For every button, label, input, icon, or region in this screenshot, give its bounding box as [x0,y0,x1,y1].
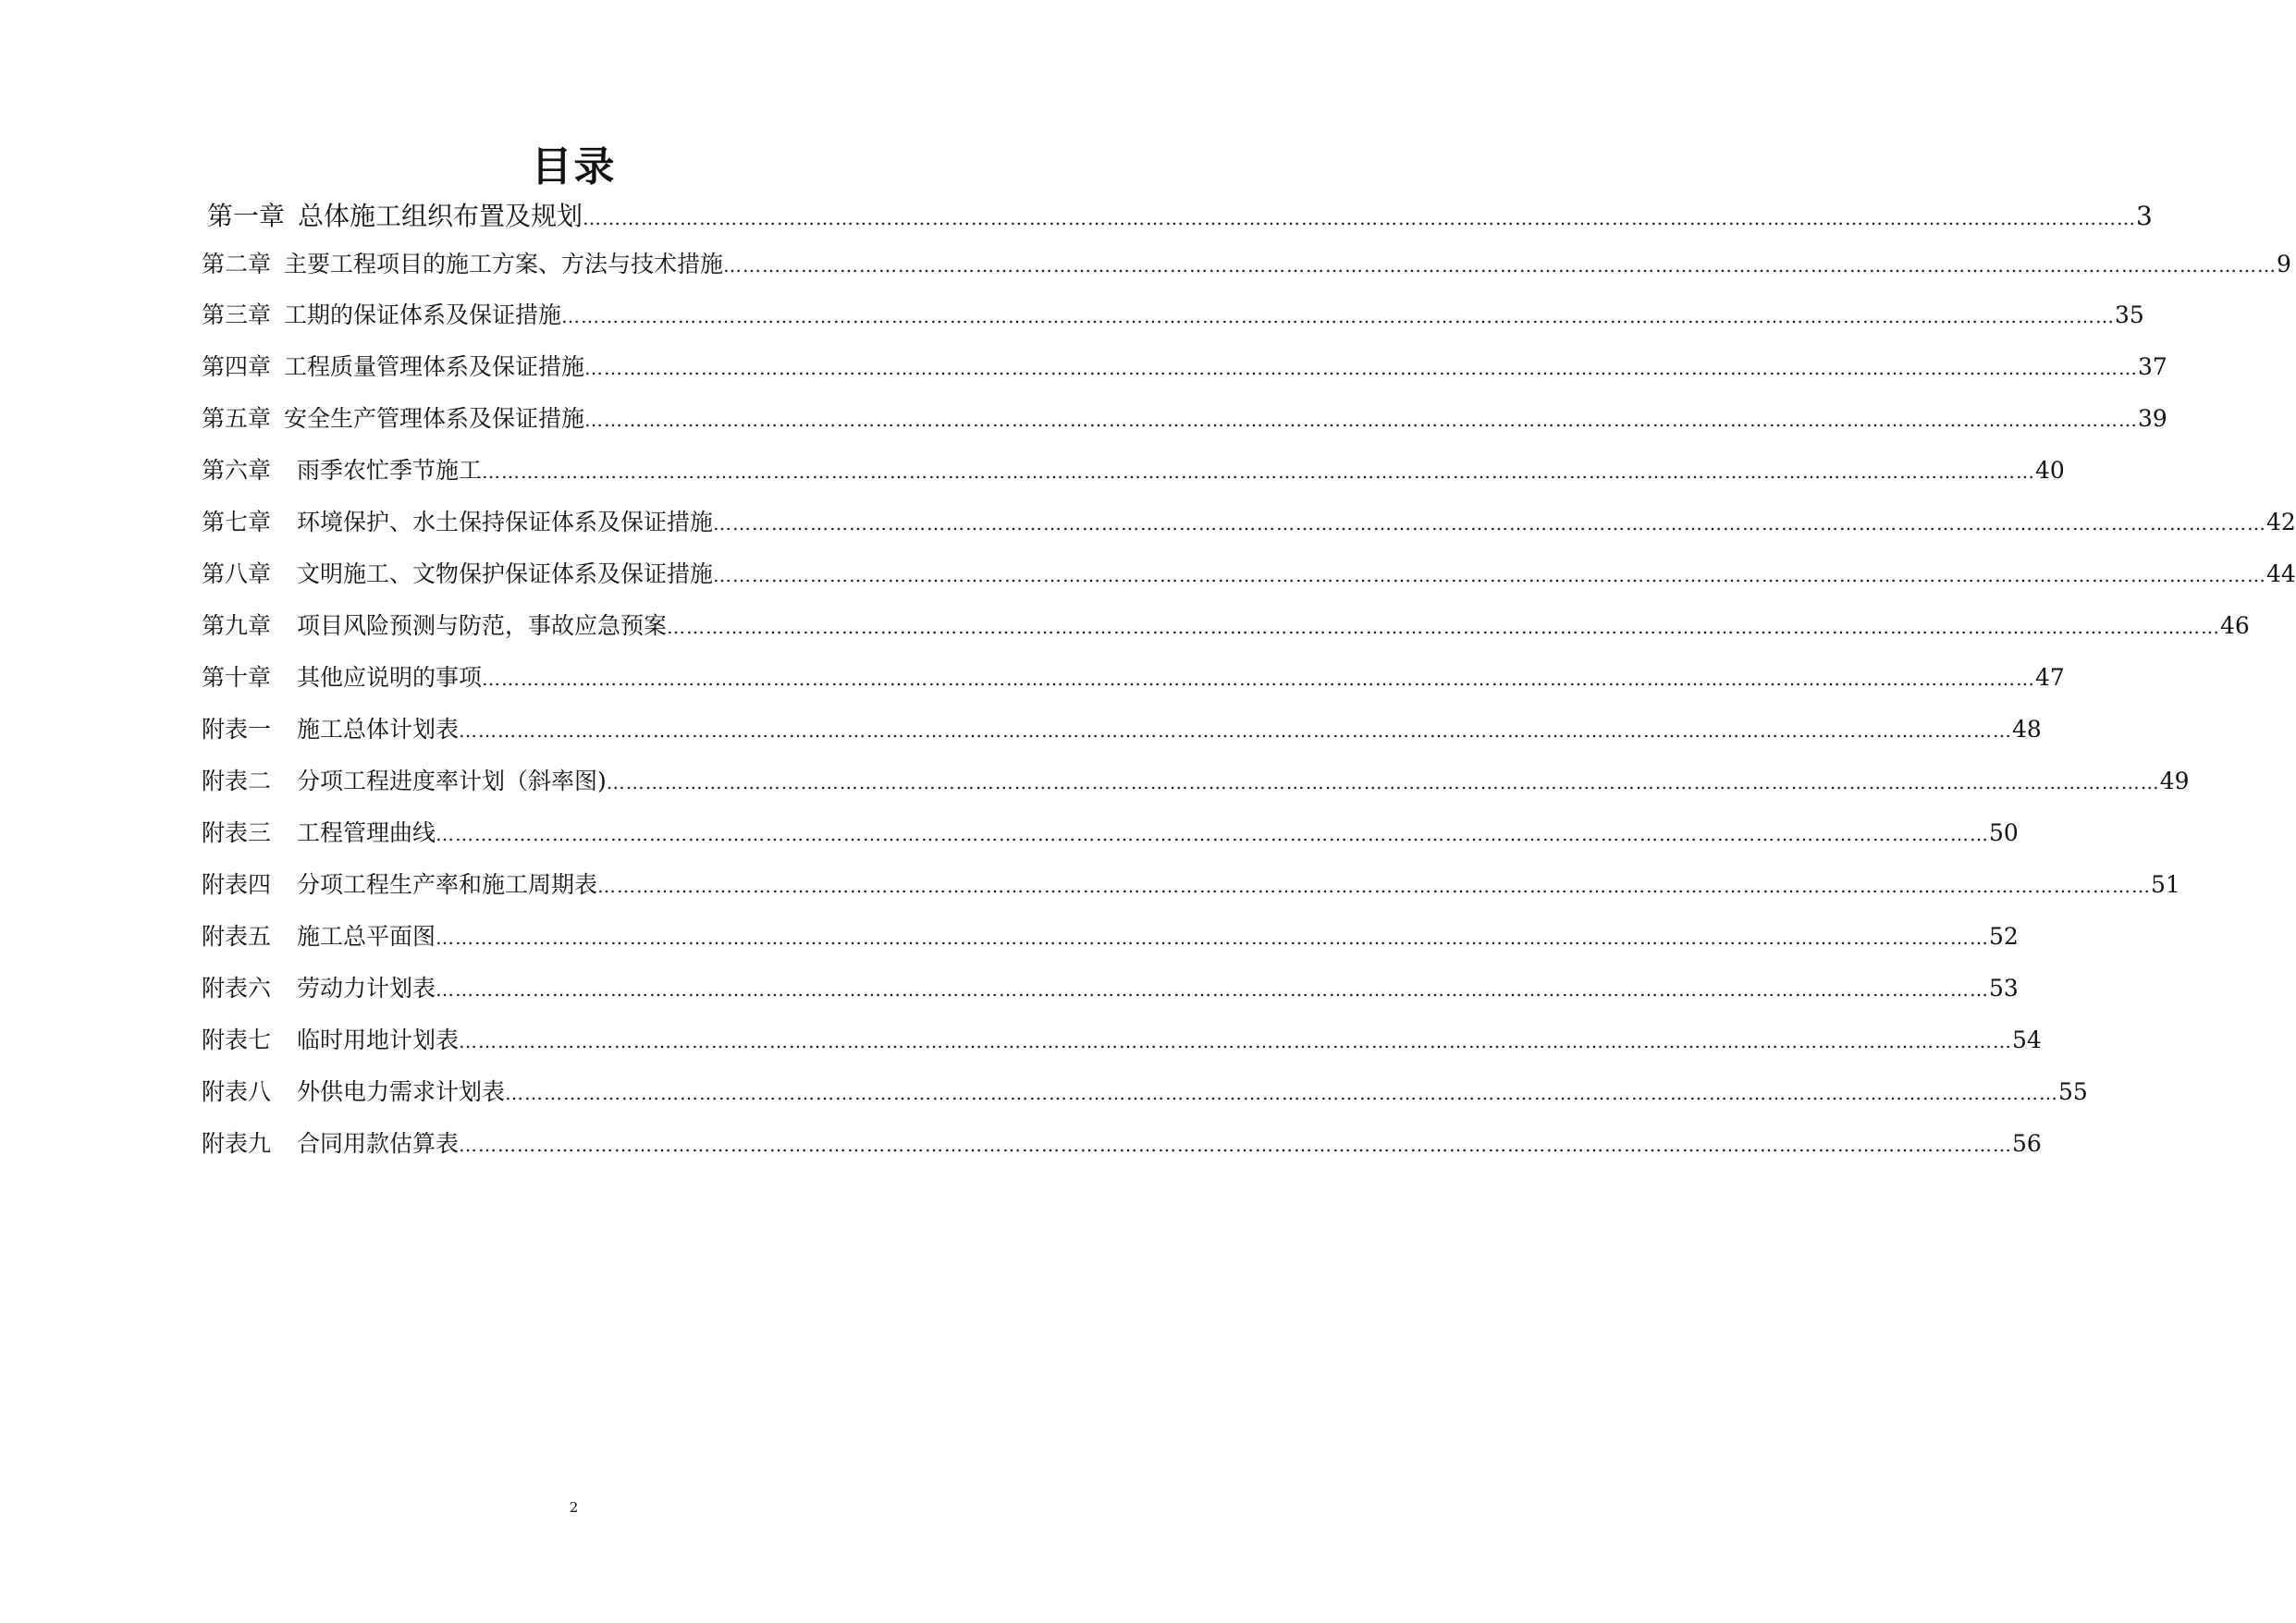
toc-entry[interactable] [202,1125,2042,1162]
page-title: 目录 [531,143,617,191]
toc-dot-leader: …………………………………………………………………………………………………………………………………………………………………………………………………………………… [482,461,2036,483]
toc-entry[interactable] [202,970,2019,1007]
toc-entry-page: 56 [2012,1130,2042,1157]
toc-entry-title: 施工总平面图 [297,923,436,950]
toc-dot-leader: …………………………………………………………………………………………………………………………………………………………………………………………………………………… [667,616,2221,638]
toc-dot-leader: …………………………………………………………………………………………………………………………………………………………………………………………………………………… [584,357,2139,379]
toc-entry-page: 55 [2058,1078,2088,1105]
toc-entry-label: 第五章 [202,405,272,432]
toc-dot-leader: …………………………………………………………………………………………………………………………………………………………………………………………………………………… [436,823,1990,845]
toc-entry-label: 第九章 [202,612,272,639]
toc-entry-page: 3 [2136,201,2153,231]
toc-dot-leader: …………………………………………………………………………………………………………………………………………………………………………………………………………………… [583,207,2137,229]
toc-dot-leader: …………………………………………………………………………………………………………………………………………………………………………………………………………………… [723,254,2278,277]
toc-dot-leader: …………………………………………………………………………………………………………………………………………………………………………………………………………………… [459,719,2013,742]
toc-entry-label: 附表五 [202,923,272,950]
toc-entry-label: 第二章 [202,251,272,277]
toc-entry-label: 第七章 [202,509,272,535]
toc-dot-leader: …………………………………………………………………………………………………………………………………………………………………………………………………………………… [561,305,2116,327]
toc-entry-page: 50 [1989,819,2019,846]
toc-entry[interactable] [202,763,2190,800]
toc-entry-title: 安全生产管理体系及保证措施 [284,405,585,432]
toc-entry[interactable] [202,452,2065,489]
toc-entry-label: 附表三 [202,819,272,846]
toc-entry[interactable] [207,198,2153,235]
toc-entry-title: 雨季农忙季节施工 [297,457,483,484]
toc-entry-title: 总体施工组织布置及规划 [298,201,583,231]
toc-dot-leader: …………………………………………………………………………………………………………………………………………………………………………………………………………………… [505,1082,2059,1104]
toc-entry[interactable] [202,556,2296,593]
toc-entry[interactable] [202,867,2180,904]
toc-entry-title: 主要工程项目的施工方案、方法与技术措施 [284,251,724,277]
toc-entry[interactable] [202,918,2019,955]
toc-entry-label: 附表二 [202,768,272,794]
toc-entry[interactable] [202,608,2250,645]
toc-entry-label: 附表八 [202,1078,272,1105]
toc-entry-page: 46 [2220,612,2250,639]
toc-entry-title: 环境保护、水土保持保证体系及保证措施 [297,509,714,535]
toc-entry-title: 合同用款估算表 [297,1130,460,1157]
toc-entry[interactable] [202,1074,2088,1111]
toc-entry-page: 51 [2151,871,2180,898]
toc-entry-title: 工期的保证体系及保证措施 [284,301,562,328]
toc-entry-title: 外供电力需求计划表 [297,1078,506,1105]
toc-entry-title: 工程管理曲线 [297,819,436,846]
toc-entry-label: 附表九 [202,1130,272,1157]
toc-entry-label: 第六章 [202,457,272,484]
toc-entry-page: 52 [1989,923,2019,950]
toc-entry-page: 53 [1989,975,2019,1002]
toc-entry-page: 48 [2012,716,2042,743]
toc-entry[interactable] [202,400,2167,437]
toc-entry-page: 40 [2035,457,2065,484]
toc-dot-leader: …………………………………………………………………………………………………………………………………………………………………………………………………………………… [584,409,2139,431]
toc-entry-page: 35 [2115,301,2144,328]
toc-dot-leader: …………………………………………………………………………………………………………………………………………………………………………………………………………………… [482,668,2036,690]
toc-entry[interactable] [202,815,2019,852]
toc-entry-title: 项目风险预测与防范，事故应急预案 [297,612,668,639]
toc-entry-title: 工程质量管理体系及保证措施 [284,353,585,380]
toc-entry-label: 第八章 [202,560,272,587]
toc-entry-label: 第一章 [207,201,286,231]
toc-entry[interactable] [202,246,2291,283]
toc-dot-leader: …………………………………………………………………………………………………………………………………………………………………………………………………………………… [606,771,2160,793]
toc-entry[interactable] [202,659,2065,696]
toc-entry-title: 文明施工、文物保护保证体系及保证措施 [297,560,714,587]
toc-entry-title: 其他应说明的事项 [297,664,483,691]
toc-entry-page: 9 [2277,251,2291,277]
toc-dot-leader: …………………………………………………………………………………………………………………………………………………………………………………………………………………… [459,1134,2013,1156]
toc-entry-label: 附表六 [202,975,272,1002]
toc-entry-label: 第十章 [202,664,272,691]
toc-entry-page: 54 [2012,1027,2042,1053]
toc-entry-title: 分项工程进度率计划（斜率图) [297,768,607,794]
toc-dot-leader: …………………………………………………………………………………………………………………………………………………………………………………………………………………… [436,927,1990,949]
toc-entry-label: 附表一 [202,716,272,743]
toc-entry-title: 劳动力计划表 [297,975,436,1002]
toc-entry[interactable] [202,1022,2042,1059]
toc-entry[interactable] [202,349,2167,386]
toc-entry-page: 49 [2159,768,2190,794]
toc-entry-label: 附表四 [202,871,272,898]
toc-dot-leader: …………………………………………………………………………………………………………………………………………………………………………………………………………………… [436,978,1990,1001]
toc-entry-page: 47 [2035,664,2065,691]
toc-dot-leader: …………………………………………………………………………………………………………………………………………………………………………………………………………………… [459,1030,2013,1052]
toc-entry-label: 附表七 [202,1027,272,1053]
toc-dot-leader: …………………………………………………………………………………………………………………………………………………………………………………………………………………… [597,875,2152,897]
toc-dot-leader: …………………………………………………………………………………………………………………………………………………………………………………………………………………… [713,512,2267,535]
toc-entry-title: 临时用地计划表 [297,1027,460,1053]
toc-entry-page: 42 [2266,509,2296,535]
toc-entry[interactable] [202,711,2042,748]
page-number: 2 [569,1499,579,1516]
toc-entry-page: 37 [2138,353,2167,380]
toc-entry-page: 44 [2266,560,2296,587]
toc-dot-leader: …………………………………………………………………………………………………………………………………………………………………………………………………………………… [713,564,2267,586]
toc-entry-title: 分项工程生产率和施工周期表 [297,871,598,898]
toc-entry-label: 第三章 [202,301,272,328]
toc-entry-page: 39 [2138,405,2167,432]
toc-entry[interactable] [202,504,2296,541]
toc-entry-title: 施工总体计划表 [297,716,460,743]
toc-entry[interactable] [202,297,2144,334]
toc-entry-label: 第四章 [202,353,272,380]
